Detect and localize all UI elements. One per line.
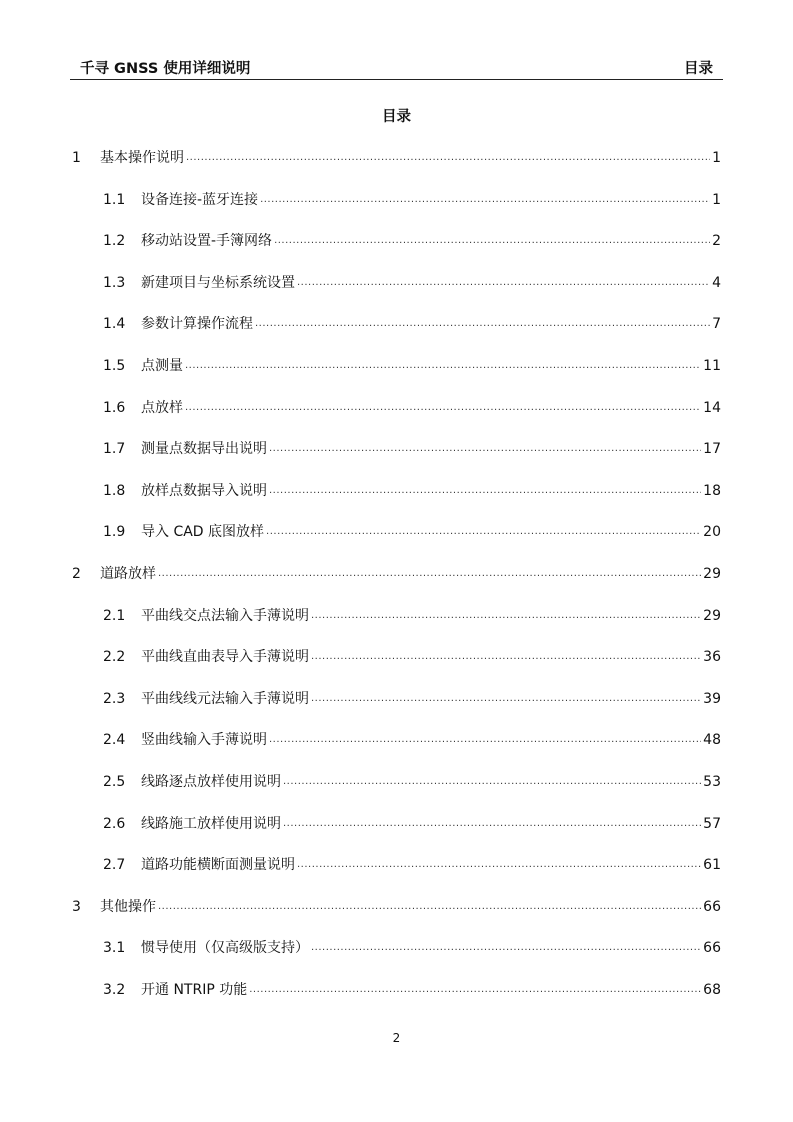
toc-entry-title: 竖曲线输入手薄说明: [141, 732, 267, 749]
toc-entry-number: 2: [72, 566, 81, 582]
toc-entry-number: 1.4: [103, 316, 126, 333]
toc-entry[interactable]: [72, 148, 721, 168]
toc-entry-page: 48: [703, 732, 721, 749]
toc-entry[interactable]: [103, 689, 721, 709]
dot-leader: [269, 481, 701, 501]
toc-entry[interactable]: [103, 314, 721, 334]
toc-entry-title: 导入 CAD 底图放样: [141, 524, 265, 541]
toc-heading: 目录: [382, 109, 411, 125]
toc-entry-page: 29: [703, 607, 721, 624]
toc-entry[interactable]: [103, 356, 721, 376]
dot-leader: [269, 730, 701, 750]
toc-entry-number: 1.1: [103, 191, 126, 208]
toc-entry-page: 11: [703, 358, 721, 374]
toc-entry-number: 2.2: [103, 649, 126, 666]
dot-leader: [158, 564, 701, 584]
toc-entry-title: 开通 NTRIP 功能: [141, 982, 248, 998]
toc-entry-title: 移动站设置-手簿网络: [141, 233, 273, 250]
dot-leader: [186, 148, 710, 168]
toc-entry-title: 点放样: [141, 399, 183, 416]
header-section-label: 目录: [684, 61, 713, 77]
toc-entry-title: 线路施工放样使用说明: [141, 815, 281, 832]
toc-entry-page: 39: [703, 690, 721, 707]
toc-entry-page: 20: [703, 524, 721, 541]
toc-entry-page: 2: [712, 233, 721, 250]
toc-entry-page: 36: [703, 649, 721, 666]
toc-entry[interactable]: [103, 938, 721, 958]
toc-entry-page: 7: [712, 316, 721, 333]
document-title: 千寻 GNSS 使用详细说明: [80, 61, 251, 77]
toc-entry-page: 57: [703, 815, 721, 832]
toc-entry-title: 惯导使用（仅高级版支持）: [141, 940, 309, 957]
toc-entry-number: 2.3: [103, 690, 126, 707]
toc-entry-page: 4: [712, 274, 721, 291]
toc-entry-title: 测量点数据导出说明: [141, 441, 267, 458]
toc-entry-title: 基本操作说明: [100, 150, 184, 166]
dot-leader: [185, 398, 701, 418]
dot-leader: [311, 938, 701, 958]
toc-entry-page: 17: [703, 441, 721, 458]
toc-entry-page: 1: [712, 150, 721, 166]
toc-entry-page: 29: [703, 566, 721, 582]
toc-entry-page: 14: [703, 399, 721, 416]
dot-leader: [311, 647, 701, 667]
toc-entry-page: 66: [703, 898, 721, 915]
toc-entry-number: 2.7: [103, 857, 126, 874]
dot-leader: [260, 190, 710, 210]
toc-entry-title: 参数计算操作流程: [141, 316, 253, 333]
toc-entry-title: 设备连接-蓝牙连接: [141, 191, 259, 208]
toc-entry[interactable]: [103, 522, 721, 542]
toc-entry-number: 3.1: [103, 940, 126, 957]
toc-entry[interactable]: [103, 398, 721, 418]
toc-entry[interactable]: [103, 231, 721, 251]
toc-entry-page: 68: [703, 982, 721, 998]
dot-leader: [283, 772, 701, 792]
toc-entry-title: 新建项目与坐标系统设置: [141, 274, 295, 291]
toc-entry[interactable]: [103, 814, 721, 834]
toc-entry-number: 1.3: [103, 274, 126, 291]
toc-entry-title: 道路放样: [100, 566, 156, 582]
toc-entry-title: 平曲线交点法输入手薄说明: [141, 607, 309, 624]
dot-leader: [297, 855, 701, 875]
dot-leader: [266, 522, 701, 542]
toc-entry-number: 1.6: [103, 399, 126, 416]
toc-entry-page: 66: [703, 940, 721, 957]
toc-entry-page: 53: [703, 774, 721, 790]
toc-entry[interactable]: [103, 481, 721, 501]
toc-entry-title: 线路逐点放样使用说明: [141, 774, 281, 790]
toc-entry-number: 3.2: [103, 982, 126, 998]
toc-entry-number: 1.9: [103, 524, 126, 541]
toc-entry[interactable]: [103, 190, 721, 210]
page-number: 2: [392, 1031, 401, 1045]
toc-entry[interactable]: [72, 564, 721, 584]
dot-leader: [249, 980, 701, 1000]
toc-entry[interactable]: [103, 772, 721, 792]
toc-entry-title: 放样点数据导入说明: [141, 482, 267, 499]
toc-entry-number: 2.4: [103, 732, 126, 749]
toc-entry-number: 1.5: [103, 358, 126, 374]
toc-entry[interactable]: [103, 439, 721, 459]
toc-entry-title: 平曲线线元法输入手薄说明: [141, 690, 309, 707]
toc-entry-number: 1: [72, 150, 81, 166]
toc-entry[interactable]: [103, 730, 721, 750]
dot-leader: [274, 231, 710, 251]
toc-entry-number: 2.5: [103, 774, 126, 790]
dot-leader: [311, 689, 701, 709]
toc-entry-number: 1.8: [103, 482, 126, 499]
toc-entry[interactable]: [103, 647, 721, 667]
dot-leader: [283, 814, 701, 834]
dot-leader: [297, 273, 710, 293]
toc-entry-title: 其他操作: [100, 898, 156, 915]
dot-leader: [311, 606, 701, 626]
toc-entry[interactable]: [103, 606, 721, 626]
toc-entry[interactable]: [103, 273, 721, 293]
dot-leader: [158, 897, 701, 917]
toc-entry-page: 61: [703, 857, 721, 874]
dot-leader: [269, 439, 701, 459]
dot-leader: [255, 314, 710, 334]
toc-entry-number: 2.6: [103, 815, 126, 832]
toc-entry[interactable]: [103, 855, 721, 875]
toc-entry-number: 1.2: [103, 233, 126, 250]
toc-entry-title: 点测量: [141, 358, 183, 374]
toc-entry-title: 道路功能横断面测量说明: [141, 857, 295, 874]
toc-entry-number: 1.7: [103, 441, 126, 458]
toc-entry[interactable]: [103, 980, 721, 1000]
toc-entry[interactable]: [72, 897, 721, 917]
toc-entry-title: 平曲线直曲表导入手薄说明: [141, 649, 309, 666]
toc-entry-page: 1: [712, 191, 721, 208]
dot-leader: [185, 356, 701, 376]
toc-entry-number: 3: [72, 898, 81, 915]
toc-entry-number: 2.1: [103, 607, 126, 624]
toc-entry-page: 18: [703, 482, 721, 499]
